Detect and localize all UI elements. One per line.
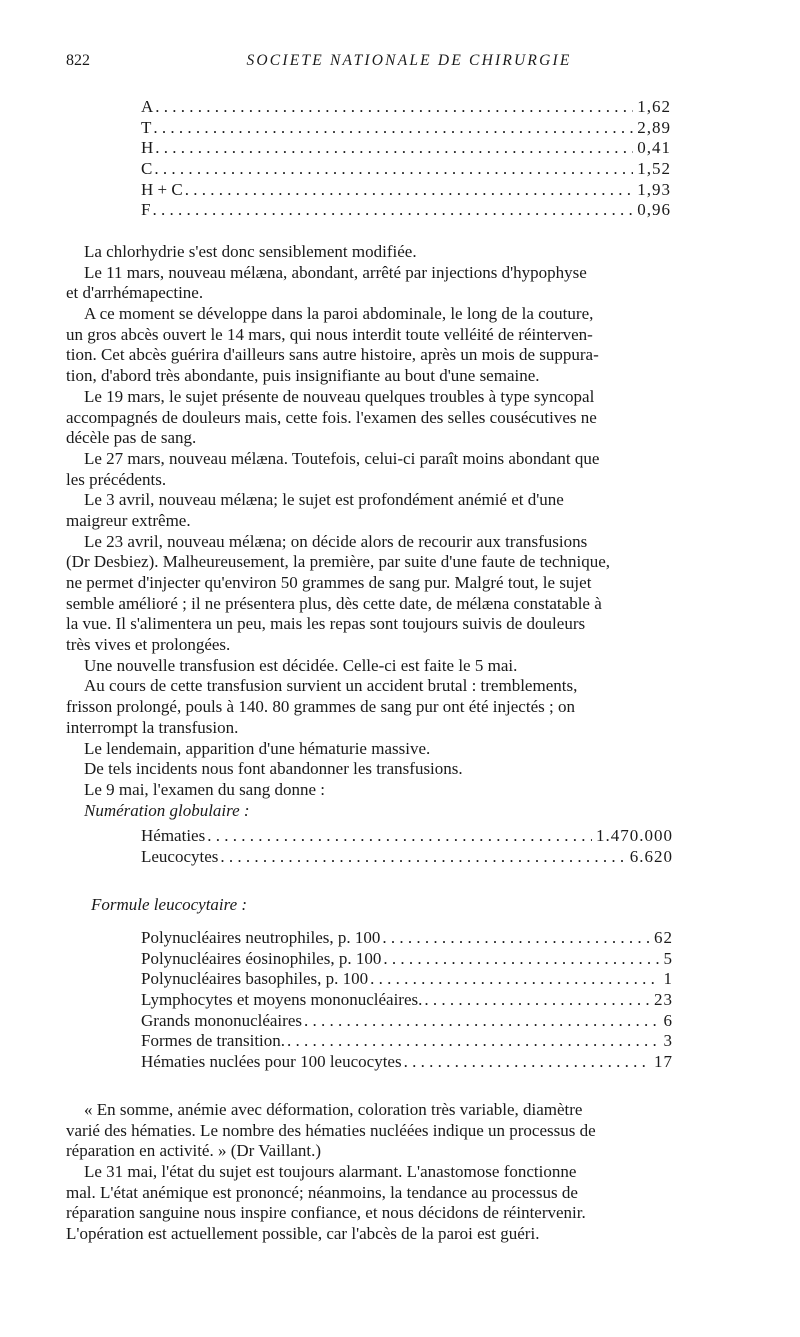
text-line: Le 9 mai, l'examen du sang donne : bbox=[84, 779, 325, 799]
table-row: F . . . 0,96 bbox=[141, 200, 671, 221]
text-line: Le 11 mars, nouveau mélæna, abondant, arrêté par injections d'hypophyse bbox=[84, 262, 587, 282]
table-row: Polynucléaires neutrophiles, p. 100 . . . 62 bbox=[141, 928, 673, 949]
gastric-acidity-table bbox=[141, 97, 671, 221]
text-line: L'opération est actuellement possible, car l'abcès de la paroi est guéri. bbox=[66, 1224, 540, 1244]
body-text-main bbox=[66, 242, 752, 821]
text-line: réparation sanguine nous inspire confiance, et nous décidons de réintervenir. bbox=[66, 1203, 586, 1223]
text-line: très vives et prolongées. bbox=[66, 635, 231, 655]
table-row: H . . . 0,41 bbox=[141, 138, 671, 159]
text-line: Au cours de cette transfusion survient un accident brutal : tremblements, bbox=[84, 676, 578, 696]
text-line: et d'arrhémapectine. bbox=[66, 283, 204, 303]
text-line: Le lendemain, apparition d'une hématurie massive. bbox=[84, 738, 431, 758]
table-row: Leucocytes . . . 6.620 bbox=[141, 847, 673, 868]
text-line: Le 31 mai, l'état du sujet est toujours alarmant. L'anastomose fonctionne bbox=[84, 1162, 577, 1182]
text-line: interrompt la transfusion. bbox=[66, 717, 239, 737]
text-line: La chlorhydrie s'est donc sensiblement modifiée. bbox=[84, 242, 417, 261]
body-text-conclusion bbox=[66, 1100, 752, 1245]
text-line: un gros abcès ouvert le 14 mars, qui nous interdit toute velléité de réinterven- bbox=[66, 324, 593, 344]
table-row: Lymphocytes et moyens mononucléaires. . . . 23 bbox=[141, 990, 673, 1011]
text-line: A ce moment se développe dans la paroi abdominale, le long de la couture, bbox=[84, 304, 594, 324]
page-header bbox=[66, 52, 752, 76]
text-line: frisson prolongé, pouls à 140. 80 grammes de sang pur ont été injectés ; on bbox=[66, 697, 575, 717]
text-line: la vue. Il s'alimentera un peu, mais les repas sont toujours suivis de douleurs bbox=[66, 614, 586, 634]
page-number: 822 bbox=[66, 52, 90, 69]
table-row: Formes de transition. . . . 3 bbox=[141, 1031, 673, 1052]
table-row: Polynucléaires éosinophiles, p. 100 . . . 5 bbox=[141, 949, 673, 970]
text-line: réparation en activité. » (Dr Vaillant.) bbox=[66, 1141, 322, 1161]
text-line: mal. L'état anémique est prononcé; néanmoins, la tendance au processus de bbox=[66, 1182, 578, 1202]
table-row: H + C . . . 1,93 bbox=[141, 180, 671, 201]
text-line: Une nouvelle transfusion est décidée. Celle-ci est faite le 5 mai. bbox=[84, 655, 518, 675]
text-line: Le 27 mars, nouveau mélæna. Toutefois, celui-ci paraît moins abondant que bbox=[84, 448, 600, 468]
text-line: tion, d'abord très abondante, puis insignifiante au bout d'une semaine. bbox=[66, 366, 540, 386]
table-row: C . . . 1,52 bbox=[141, 159, 671, 180]
subheading-formula: Formule leucocytaire : bbox=[91, 895, 248, 914]
table-row: Hématies nuclées pour 100 leucocytes . . . 17 bbox=[141, 1052, 673, 1073]
text-line: Le 23 avril, nouveau mélæna; on décide alors de recourir aux transfusions bbox=[84, 531, 588, 551]
table-row: T . . . 2,89 bbox=[141, 118, 671, 139]
text-line: semble amélioré ; il ne présentera plus, dès cette date, de mélæna constatable à bbox=[66, 593, 602, 613]
running-title: SOCIETE NATIONALE DE CHIRURGIE bbox=[246, 52, 572, 69]
table-row: Hématies . . . 1.470.000 bbox=[141, 826, 673, 847]
text-line: (Dr Desbiez). Malheureusement, la première, par suite d'une faute de technique, bbox=[66, 552, 610, 572]
text-line: Le 3 avril, nouveau mélæna; le sujet est profondément anémié et d'une bbox=[84, 490, 564, 510]
table-row: A . . . 1,62 bbox=[141, 97, 671, 118]
text-line: De tels incidents nous font abandonner les transfusions. bbox=[84, 759, 463, 779]
subheading-numeration: Numération globulaire : bbox=[84, 800, 250, 820]
leukocyte-formula-table bbox=[141, 928, 673, 1073]
text-line: tion. Cet abcès guérira d'ailleurs sans autre histoire, après un mois de suppura- bbox=[66, 345, 599, 365]
text-line: décèle pas de sang. bbox=[66, 428, 197, 448]
text-line: accompagnés de douleurs mais, cette fois. l'examen des selles cousécutives ne bbox=[66, 407, 597, 427]
text-line: ne permet d'injecter qu'environ 50 grammes de sang pur. Malgré tout, le sujet bbox=[66, 573, 592, 592]
text-line: « En somme, anémie avec déformation, coloration très variable, diamètre bbox=[84, 1100, 583, 1119]
text-line: Le 19 mars, le sujet présente de nouveau quelques troubles à type syncopal bbox=[84, 386, 595, 406]
text-line: varié des hématies. Le nombre des hématies nucléées indique un processus de bbox=[66, 1120, 596, 1140]
blood-count-table bbox=[141, 826, 673, 867]
text-line: maigreur extrême. bbox=[66, 510, 191, 530]
table-row: Polynucléaires basophiles, p. 100 . . . 1 bbox=[141, 969, 673, 990]
table-row: Grands mononucléaires . . . 6 bbox=[141, 1011, 673, 1032]
text-line: les précédents. bbox=[66, 469, 167, 489]
